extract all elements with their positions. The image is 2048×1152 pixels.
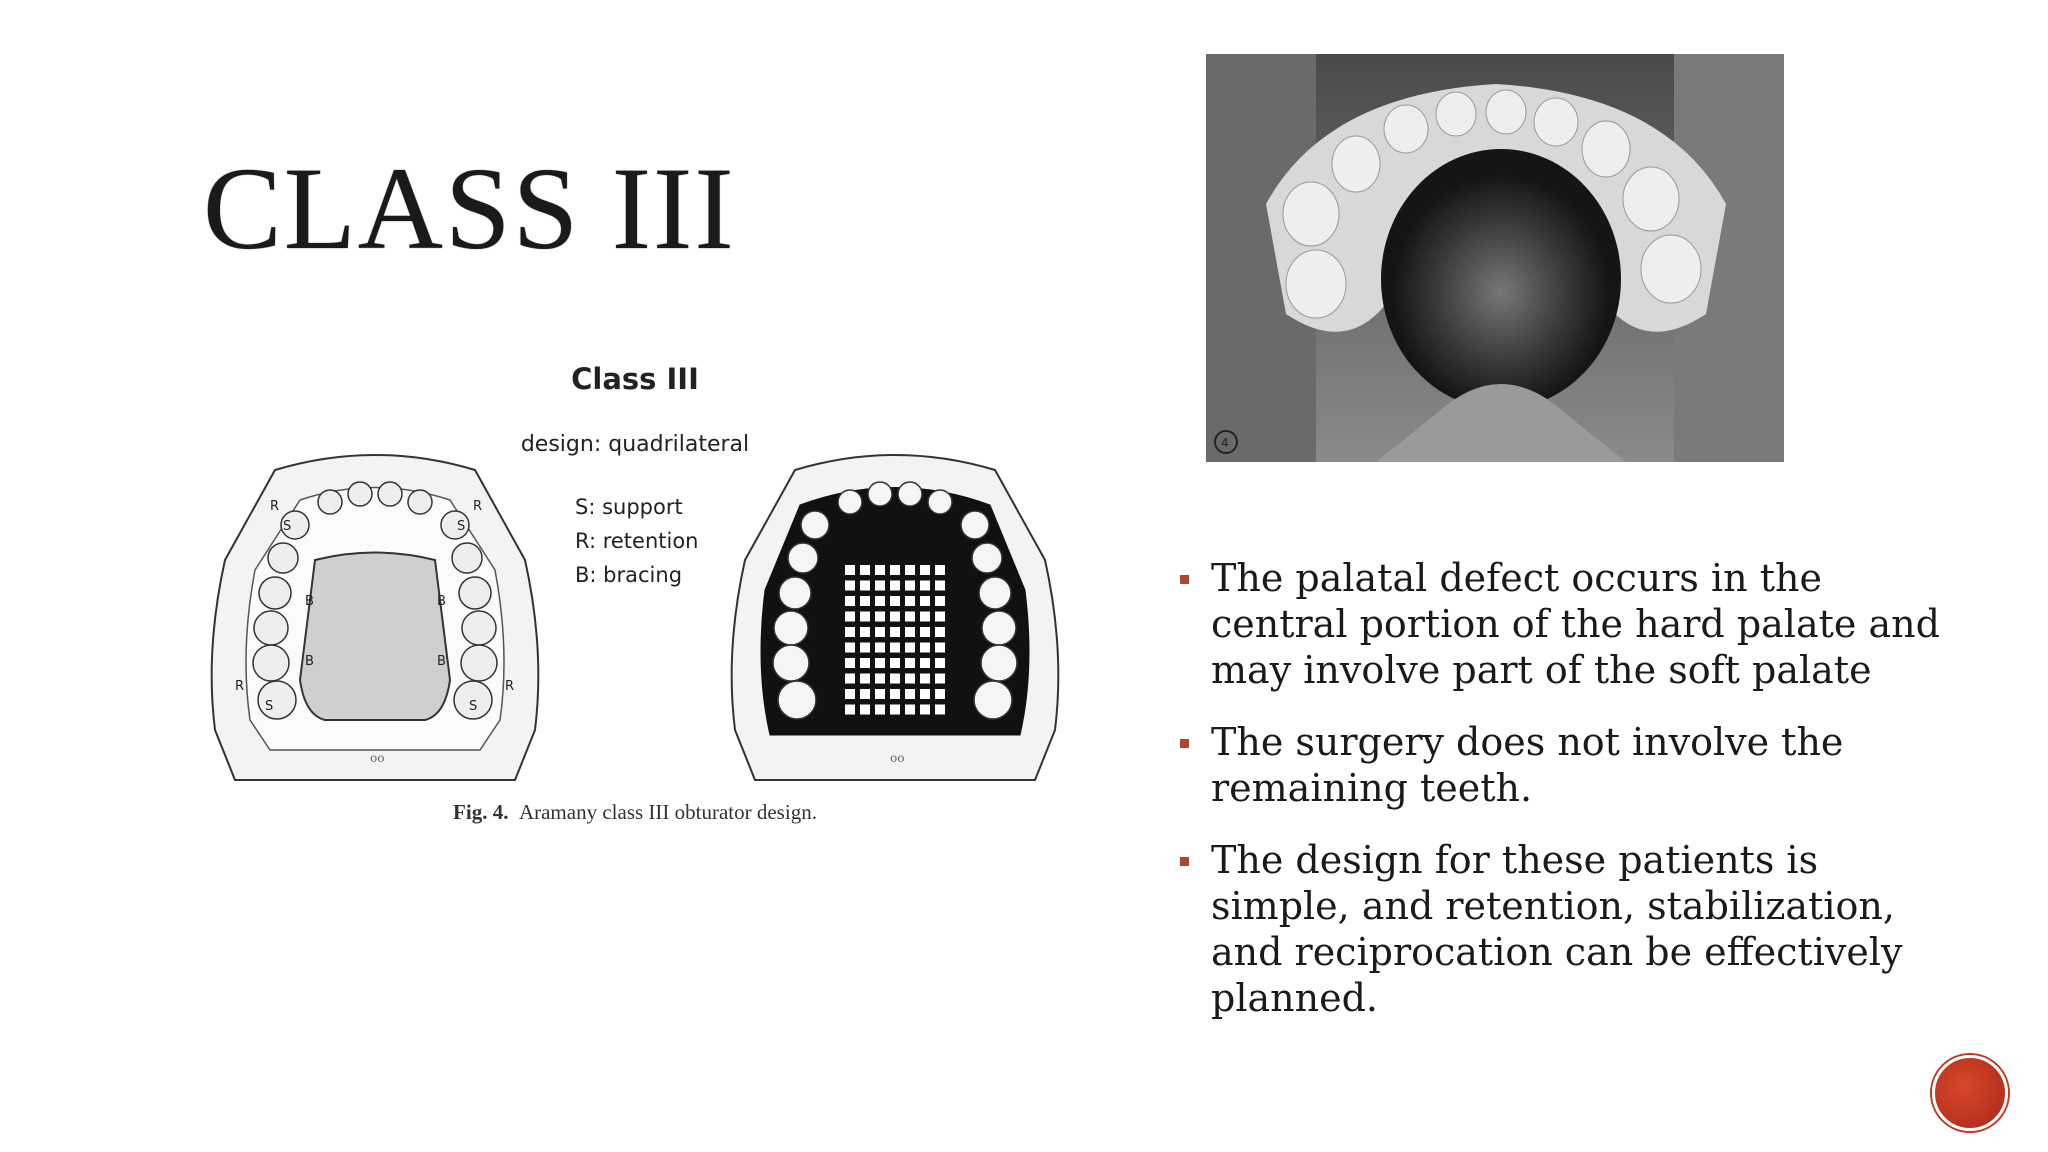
svg-text:R: R (473, 499, 483, 514)
figure-design-label: design: quadrilateral (520, 432, 750, 457)
svg-text:R: R (505, 679, 515, 694)
mesh-cell (890, 674, 900, 684)
intraoral-photo (1206, 54, 1784, 462)
figure-title: Class III (571, 362, 699, 396)
mesh-cell (905, 705, 915, 715)
maxillary-arch-left-diagram (205, 450, 545, 790)
figure-caption: Fig. 4. Aramany class III obturator design. (453, 800, 817, 824)
mesh-cell (860, 596, 870, 606)
mesh-cell (875, 627, 885, 637)
mesh-cell (875, 581, 885, 591)
mesh-cell (860, 674, 870, 684)
mesh-cell (845, 643, 855, 653)
mesh-cell (875, 658, 885, 668)
mesh-cell (935, 627, 945, 637)
mesh-cell (890, 565, 900, 575)
legend-item-bracing: B: bracing (575, 563, 683, 587)
mesh-cell (875, 565, 885, 575)
mesh-cell (905, 658, 915, 668)
mesh-cell (920, 674, 930, 684)
mesh-cell (875, 612, 885, 622)
mesh-cell (920, 612, 930, 622)
mesh-cell (845, 658, 855, 668)
svg-text:oo: oo (370, 751, 385, 765)
mesh-cell (890, 581, 900, 591)
svg-text:B: B (305, 654, 314, 669)
mesh-cell (920, 581, 930, 591)
mesh-cell (875, 689, 885, 699)
figure-legend (575, 490, 699, 592)
bullet-item: The design for these patients is simple, and retention, stabilization, and reciprocation can be effectively planned. (1180, 837, 1940, 1021)
mesh-cell (905, 674, 915, 684)
svg-text:R: R (270, 499, 280, 514)
mesh-cell (905, 612, 915, 622)
mesh-cell (905, 627, 915, 637)
mesh-cell (845, 596, 855, 606)
mesh-cell (845, 627, 855, 637)
obturator-design-figure (205, 350, 1065, 840)
slide-title: CLASS III (203, 143, 736, 274)
mesh-cell (890, 689, 900, 699)
palate-defect-photo-icon (1206, 54, 1784, 462)
mesh-cell (935, 674, 945, 684)
bullet-item: The palatal defect occurs in the central portion of the hard palate and may involve part of the soft palate (1180, 555, 1940, 693)
mesh-cell (920, 689, 930, 699)
mesh-cell (860, 658, 870, 668)
mesh-cell (845, 705, 855, 715)
mesh-cell (935, 643, 945, 653)
mesh-cell (860, 705, 870, 715)
bullet-list (1180, 555, 1940, 1047)
mesh-cell (845, 689, 855, 699)
bullet-item: The surgery does not involve the remaining teeth. (1180, 719, 1940, 811)
mesh-cell (935, 658, 945, 668)
mesh-cell (905, 581, 915, 591)
mesh-cell (920, 596, 930, 606)
mesh-cell (935, 689, 945, 699)
bullet-marker-icon (1180, 575, 1189, 584)
mesh-cell (860, 689, 870, 699)
legend-item-support: S: support (575, 495, 683, 519)
mesh-cell (920, 627, 930, 637)
bullet-marker-icon (1180, 739, 1189, 748)
mesh-cell (845, 612, 855, 622)
svg-text:S: S (283, 519, 292, 534)
mesh-cell (935, 581, 945, 591)
bullet-marker-icon (1180, 857, 1189, 866)
mesh-cell (875, 705, 885, 715)
svg-text:B: B (437, 594, 446, 609)
mesh-cell (890, 643, 900, 653)
mesh-cell (935, 705, 945, 715)
maxillary-arch-right-diagram (725, 450, 1065, 790)
mesh-cell (845, 565, 855, 575)
mesh-cell (905, 596, 915, 606)
mesh-cell (875, 643, 885, 653)
legend-item-retention: R: retention (575, 529, 699, 553)
mesh-cell (860, 565, 870, 575)
mesh-cell (890, 705, 900, 715)
svg-text:4: 4 (1221, 436, 1229, 450)
mesh-cell (905, 689, 915, 699)
mesh-cell (860, 643, 870, 653)
mesh-cell (935, 596, 945, 606)
svg-text:S: S (457, 519, 466, 534)
mesh-cell (845, 674, 855, 684)
mesh-cell (875, 674, 885, 684)
slide-nav-button[interactable] (1932, 1055, 2008, 1131)
mesh-cell (860, 581, 870, 591)
mesh-cell (935, 565, 945, 575)
svg-text:B: B (305, 594, 314, 609)
mesh-cell (905, 565, 915, 575)
mesh-cell (860, 627, 870, 637)
svg-text:S: S (265, 699, 274, 714)
mesh-cell (920, 658, 930, 668)
svg-text:B: B (437, 654, 446, 669)
svg-text:R: R (235, 679, 245, 694)
mesh-cell (935, 612, 945, 622)
mesh-cell (920, 565, 930, 575)
mesh-cell (920, 643, 930, 653)
mesh-cell (890, 627, 900, 637)
mesh-cell (875, 596, 885, 606)
svg-text:S: S (469, 699, 478, 714)
mesh-cell (845, 581, 855, 591)
mesh-cell (890, 612, 900, 622)
mesh-cell (890, 658, 900, 668)
mesh-cell (920, 705, 930, 715)
svg-text:oo: oo (890, 751, 905, 765)
mesh-cell (890, 596, 900, 606)
mesh-cell (860, 612, 870, 622)
mesh-cell (905, 643, 915, 653)
